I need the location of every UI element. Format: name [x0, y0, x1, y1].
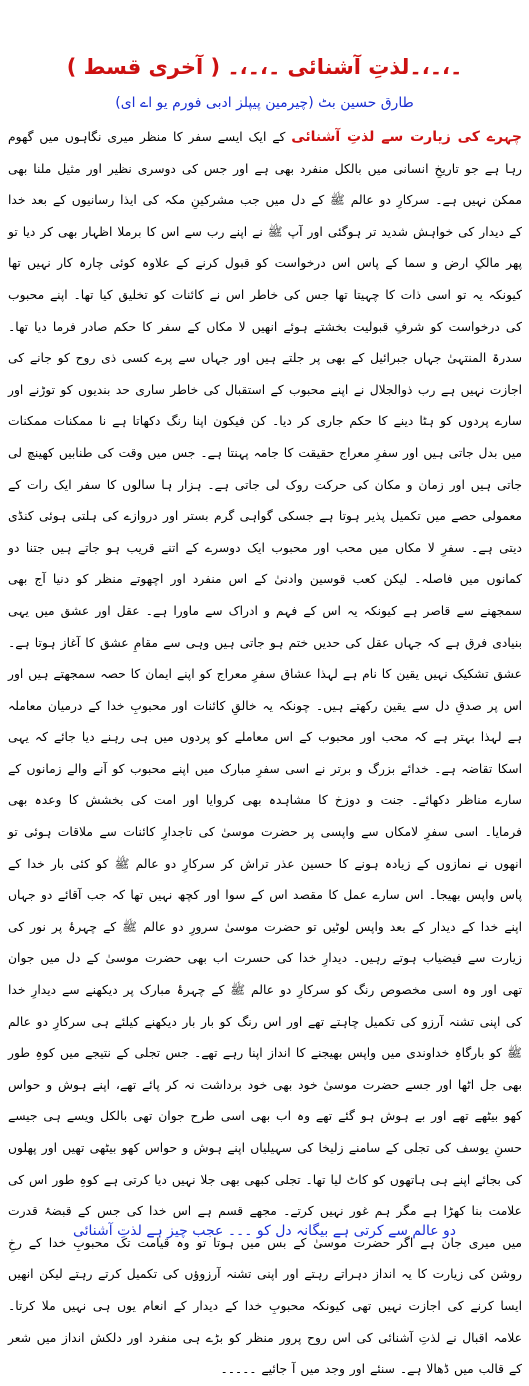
article-title: ۔،۔،۔لذتِ آشنائی ۔،۔،۔ ( آخری قسط ) — [66, 55, 463, 79]
article-lead-phrase: چہرے کی زیارت سے لذتِ آشنائی — [291, 129, 522, 145]
closing-verse: دو عالم سے کرتی ہے بیگانہ دل کو ۔۔۔ عجب چیز ہے لذتِ آشنائی — [72, 1223, 457, 1239]
author-line: طارق حسین بٹ (چیرمین پیپلز ادبی فورم یو اے ای) — [115, 95, 414, 111]
article-text: کے ایک ایسے سفر کا منظر میری نگاہوں میں گھوم رہا ہے جو تاریخِ انسانی میں بالکل منفرد بھی ہے اور جس کی دوسری نظیر اور مثیل ملنا بھی ممکن نہیں ہے۔ سرکارِ دو عالم ﷺ کے دل میں جب مشرکینِ مکہ کی ایذا رسانیوں کے بعد خدا کے دیدار کی خواہش شدید تر ہوگئی اور آپ ﷺ نے اپنے رب سے اس کا برملا اظہار بھی کر دیا تو پھر مالکِ ارض و سما کے پاس اس درخواست کو قبول کرنے کے علاوہ کوئی چارہ کار نہیں تھا کیونکہ یہ تو اسی ذات کا چہیتا تھا جس کی خاطر اس نے کائنات کو تخلیق کیا تھا۔ اپنے محبوب کی درخواست کو شرفِ قبولیت بخشتے ہوئے انھیں لا مکاں کے سفر کا حکم صادر فرما دیا تھا۔ سدرۃ المنتہیٰ جہاں جبرائیل کے بھی پر جلتے ہیں اور جہاں سے پرے کسی ذی روح کو جانے کی اجازت نہیں ہے رب ذوالجلال نے اپنے محبوب کے استقبال کی خاطر ساری حد بندیوں کو توڑنے اور سارے پردوں کو ہٹا دینے کا حکم جاری کر دیا۔ کن فیکون اپنا رنگ دکھاتا ہے نا ممکنات ممکنات میں بدل جاتی ہیں اور سفرِ معراج حقیقت کا جامہ پہنتا ہے۔ جس میں وقت کی طنابیں کھینچ لی جاتی ہیں اور زمان و مکان کی حرکت روک لی جاتی ہے۔ ہزار ہا سالوں کا سفر ایک رات کے معمولی حصے میں تکمیل پذیر ہوتا ہے جسکی گواہی گرم بستر اور دروازے کی ہلتی ہوئی کنڈی دیتی ہے۔ سفرِ لا مکاں میں محب اور محبوب ایک دوسرے کے اتنے قریب ہو جاتے ہیں جتنا دو کمانوں میں فاصلہ۔ لیکن کعب قوسین وادنیٰ کے اس منفرد اور اچھوتے منظر کو دنیا آج بھی سمجھنے سے قاصر ہے کیونکہ یہ اس کے فہم و ادراک سے ماورا ہے۔ عقل اور عشق میں یہی بنیادی فرق ہے کہ جہاں عقل کی حدیں ختم ہو جاتی ہیں وہی سے مقامِ عشق کا آغاز ہوتا ہے۔ عشق تشکیک نہیں یقین کا نام ہے لہذا عشاق سفرِ معراج کو اپنے ایمان کا حصہ سمجھتے ہیں اور اس پر صدقِ دل سے یقین رکھتے ہیں۔ چونکہ یہ خالقِ کائنات اور محبوبِ خدا کے درمیان معاملہ ہے لہذا بہتر ہے کہ محب اور محبوب کے اس معاملے کو پردوں میں ہی رہنے دیا جائے کہ یہی اسکا تقاضہ ہے۔ خدائے بزرگ و برتر نے اسی سفرِ مبارک میں اپنے محبوب کو آنے والے زمانوں کے سارے مناظر دکھائے۔ جنت و دوزخ کا مشاہدہ بھی کروایا اور امت کی بخشش کا وعدہ بھی فرمایا۔ اسی سفرِ لامکاں سے واپسی پر حضرت موسیٰ کی تاجدارِ کائنات سے ملاقات ہوئی تو انھوں نے نمازوں کے زیادہ ہونے کا حسین عذر تراش کر سرکارِ دو عالم ﷺ کو کئی بار خدا کے پاس واپس بھیجا۔ اس سارے عمل کا مقصد اس کے سوا اور کچھ نہیں تھا کہ جب آقائے دو جہاں اپنے خدا کے دیدار کے بعد واپس لوٹیں تو حضرت موسیٰ سرورِ دو عالم ﷺ کے چہرۂ پر نور کی زیارت سے فیضیاب ہوتے رہیں۔ دیدارِ خدا کی حسرت اب بھی حضرت موسیٰ کے دل میں جوان تھی اور وہ اسی مخصوص رنگ کو سرکارِ دو عالم ﷺ کے چہرۂ مبارک پر دیکھنے سے دیدارِ خدا کی اپنی تشنہ آرزو کی تکمیل چاہتے تھے اور اس رنگ کو بار بار دیکھنے کیلئے ہی سرکارِ دو عالم ﷺ کو بارگاہِ خداوندی میں واپس بھیجنے کا انداز اپنا رہے تھے۔ جس تجلی کے نتیجے میں کوہِ طور بھی جل اٹھا اور جسے حضرت موسیٰ خود بھی خود برداشت نہ کر پائے تھے، اپنے ہوش و حواس کھو بیٹھے تھے اور بے ہوش ہو گئے تھے وہ اب بھی اسی طرح جوان تھی بالکل ویسے ہی جیسے حسنِ یوسف کی تجلی کے سامنے زلیخا کی سہیلیاں اپنے ہوش و حواس کھو بیٹھی تھیں اور پھلوں کی بجائے اپنے ہی ہاتھوں کو کاٹ لیا تھا۔ تجلی کبھی بھی جلا نہیں دیا کرتی ہے کوہِ طور اس کی علامت بنا کھڑا ہے مگر ہم غور نہیں کرتے۔ مجھے قسم ہے اس خدا کی جس کے قبضۂ قدرت میں میری جان ہے اگر حضرت موسیٰ کے بس میں ہوتا تو وہ قیامت تک محبوبِ خدا کے رخِ روشن کی زیارت کا یہ انداز دہراتے رہتے اور اپنی تشنہ آرزوؤں کی تکمیل کرتے رہتے لیکن انھیں ایسا کرنے کی اجازت نہیں تھی کیونکہ محبوبِ خدا کے دیدار کے انعام یوں ہی نہیں ملا کرتا۔ علامہ اقبال نے لذتِ آشنائی کی اس روح پرور منظر کو بڑے ہی منفرد اور دلکش انداز میں شعر کے قالب میں ڈھالا ہے۔ سنئے اور وجد میں آ جائیے ۔۔۔۔۔ — [8, 130, 522, 1377]
article-body — [8, 122, 522, 1386]
